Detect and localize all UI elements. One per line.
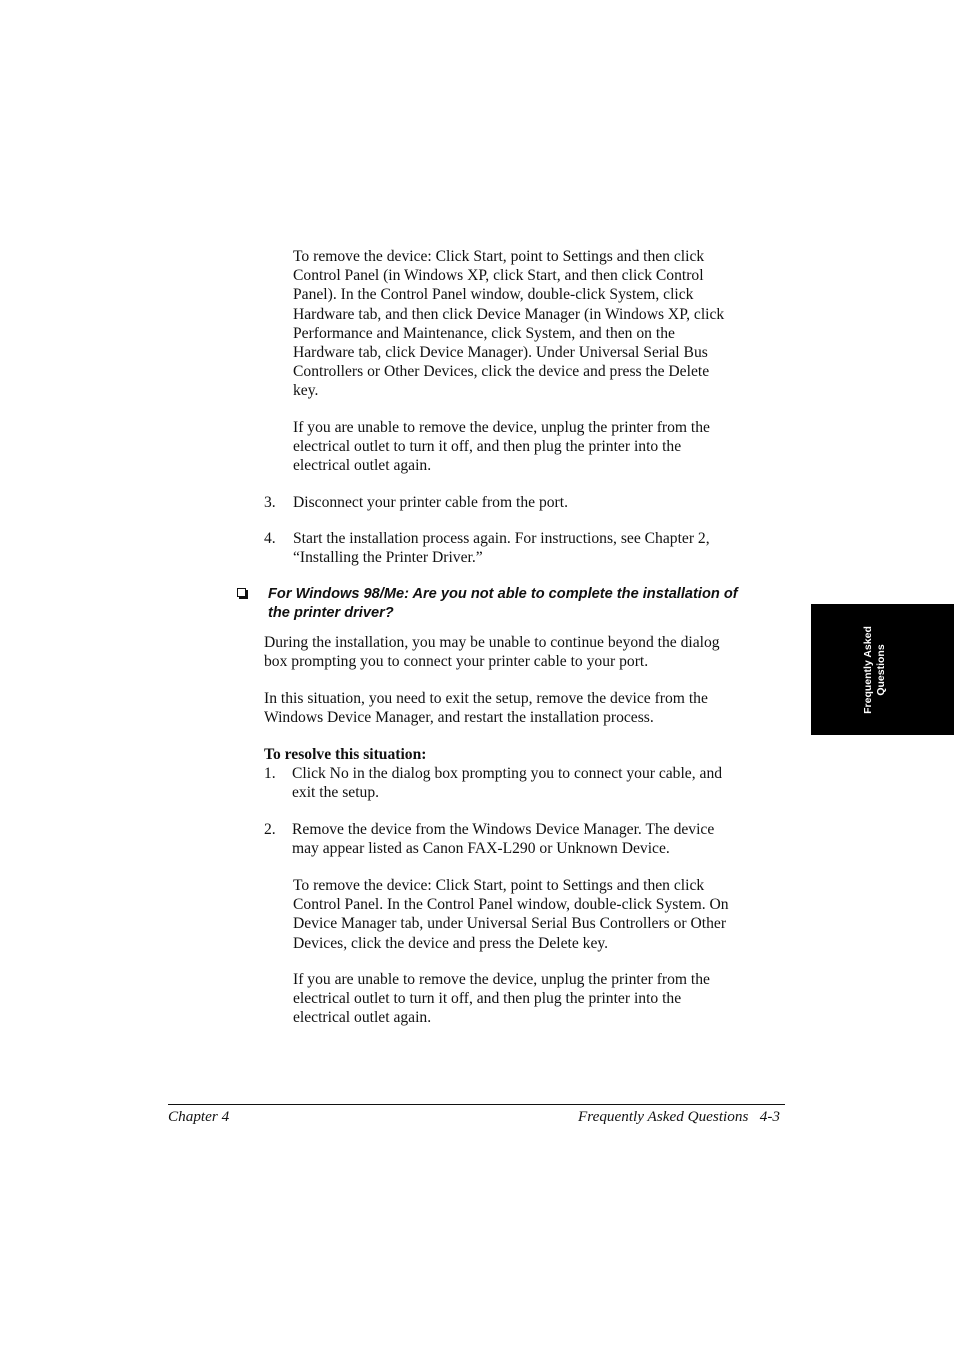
thumb-tab-line: Questions — [875, 643, 888, 696]
text-line: To remove the device: Click Start, point to Settings and then click — [293, 248, 705, 265]
step-3-text — [293, 493, 568, 512]
text-line: key. — [293, 382, 319, 400]
remove-device-instructions-98 — [293, 876, 729, 953]
text-line: Panel). In the Control Panel window, double-click System, click — [293, 286, 694, 304]
text-line: Controllers or Other Devices, click the device and press the Delete — [293, 363, 710, 381]
situation-paragraph — [264, 689, 708, 727]
footer-rule — [168, 1104, 785, 1105]
resolve-step-1-text — [292, 764, 722, 802]
footer-chapter: Chapter 4 — [168, 1108, 230, 1125]
unplug-instructions-2 — [293, 970, 710, 1028]
thumb-tab-label — [862, 626, 888, 714]
text-line: During the installation, you may be unable to continue beyond the dialog — [264, 634, 720, 651]
heading-line: For Windows 98/Me: Are you not able to complete the installation of — [268, 586, 738, 602]
text-line: In this situation, you need to exit the setup, remove the device from the — [264, 690, 708, 707]
text-line: box prompting you to connect your printer cable to your port. — [264, 653, 649, 671]
text-line: electrical outlet again. — [293, 457, 432, 475]
text-line: Hardware tab, and then click Device Manager (in Windows XP, click — [293, 305, 725, 323]
text-line: Windows Device Manager, and restart the installation process. — [264, 709, 654, 727]
text-line: Control Panel (in Windows XP, click Start, and then click Control — [293, 267, 704, 285]
resolve-step-2-text — [292, 820, 714, 858]
chapter-thumb-tab — [811, 604, 954, 735]
text-line: Device Manager tab, under Universal Serial Bus Controllers or Other — [293, 915, 727, 933]
text-line: electrical outlet to turn it off, and then plug the printer into the — [293, 990, 682, 1008]
text-line: may appear listed as Canon FAX-L290 or Unknown Device. — [292, 840, 670, 858]
thumb-tab-line: Frequently Asked — [862, 625, 875, 714]
text-line: Disconnect your printer cable from the port. — [293, 494, 568, 511]
resolve-step-number-2: 2. — [264, 821, 276, 838]
checkbox-bullet-icon — [237, 588, 246, 597]
text-line: To remove the device: Click Start, point to Settings and then click — [293, 877, 705, 894]
text-line: “Installing the Printer Driver.” — [293, 549, 483, 567]
resolve-subheading: To resolve this situation: — [264, 746, 427, 763]
text-line: Devices, click the device and press the Delete key. — [293, 934, 609, 952]
text-line: electrical outlet to turn it off, and then plug the printer into the — [293, 438, 682, 456]
text-line: Remove the device from the Windows Device Manager. The device — [292, 821, 715, 838]
text-line: exit the setup. — [292, 784, 380, 802]
text-line: If you are unable to remove the device, unplug the printer from the — [293, 419, 710, 436]
footer-section-page: Frequently Asked Questions 4-3 — [577, 1108, 780, 1125]
text-line: If you are unable to remove the device, unplug the printer from the — [293, 971, 710, 988]
step-number-3: 3. — [264, 494, 276, 511]
remove-device-instructions-xp — [293, 247, 724, 401]
text-line: electrical outlet again. — [293, 1009, 432, 1027]
heading-line: the printer driver? — [268, 605, 394, 622]
unplug-instructions-1 — [293, 418, 710, 476]
text-line: Performance and Maintenance, click System, and then on the — [293, 324, 675, 342]
step-number-4: 4. — [264, 530, 276, 547]
text-line: Control Panel. In the Control Panel window, double-click System. On — [293, 896, 729, 914]
step-4-text — [293, 529, 710, 567]
installation-issue-paragraph — [264, 633, 720, 671]
text-line: Click No in the dialog box prompting you to connect your cable, and — [292, 765, 723, 782]
resolve-step-number-1: 1. — [264, 765, 276, 782]
question-heading — [268, 585, 738, 623]
text-line: Hardware tab, click Device Manager). Under Universal Serial Bus — [293, 344, 708, 362]
text-line: Start the installation process again. For instructions, see Chapter 2, — [293, 530, 710, 547]
